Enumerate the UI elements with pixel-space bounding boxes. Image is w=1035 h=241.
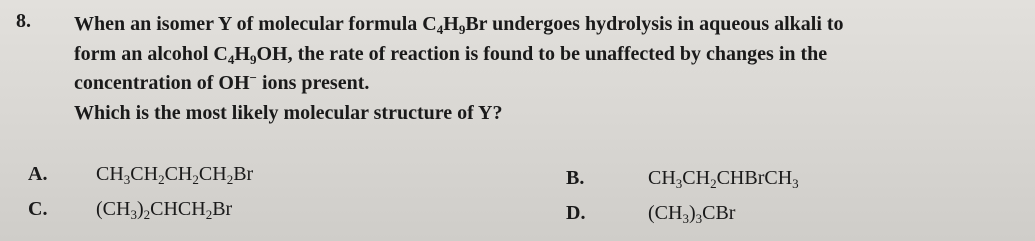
- option-d-formula: $(CH_3)_3CBr$: [648, 202, 736, 226]
- option-b-formula: $CH_3CH_2CHBrCH_3$: [648, 167, 799, 191]
- option-c-letter: C.: [28, 198, 48, 220]
- stem-line-1: When an isomer Y of molecular formula $C_4H_9Br$ undergoes hydrolysis in aqueous alkali to: [74, 13, 844, 37]
- option-a-formula: $CH_3CH_2CH_2CH_2Br$: [96, 163, 254, 187]
- question-stem: [74, 10, 1029, 128]
- option-d-letter: D.: [566, 202, 586, 224]
- option-a-letter: A.: [28, 163, 48, 185]
- stem-line-3: concentration of OH− ions present.: [74, 70, 370, 94]
- question-number: 8.: [16, 10, 31, 32]
- stem-line-4: Which is the most likely molecular structure of Y?: [74, 101, 503, 124]
- option-b-letter: B.: [566, 167, 585, 189]
- option-c-formula: $(CH_3)_2CHCH_2Br$: [96, 198, 233, 222]
- stem-line-2: form an alcohol $C_4H_9OH$, the rate of reaction is found to be unaffected by changes in the: [74, 42, 828, 67]
